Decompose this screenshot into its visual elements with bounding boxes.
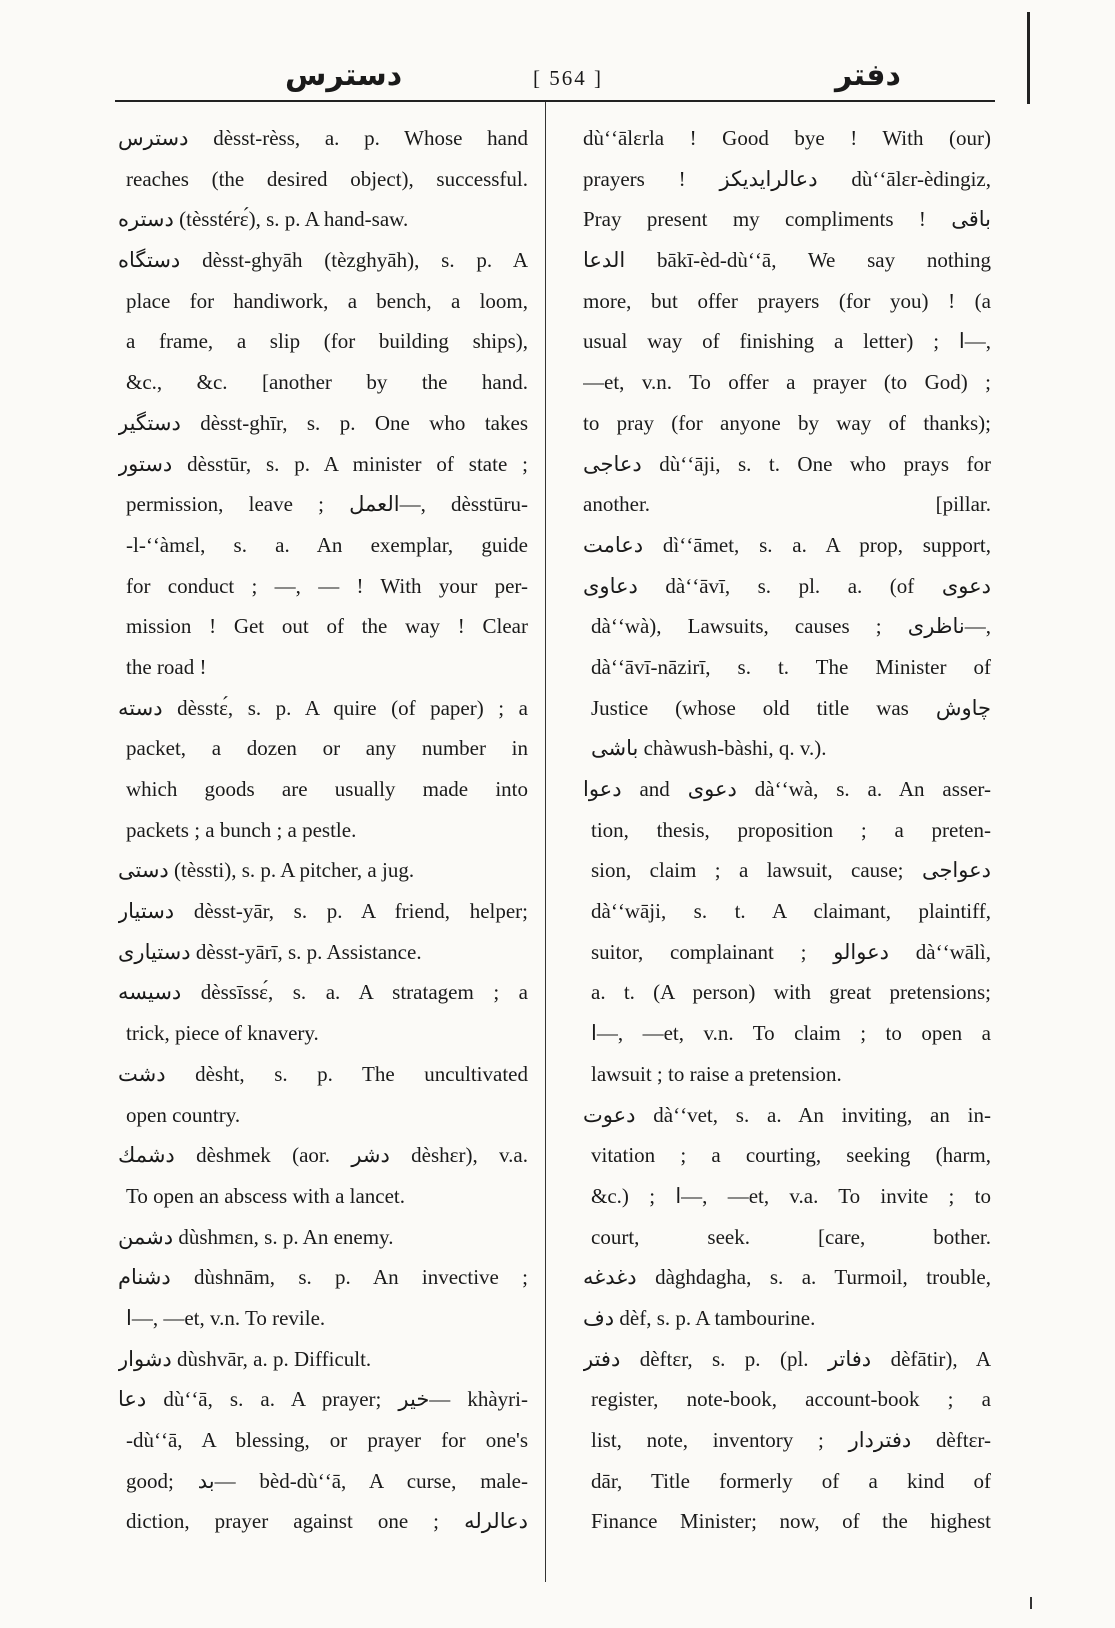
entry-line: dàʻʻāvī-nāzirī, s. t. The Minister of bbox=[591, 654, 991, 679]
entry-line: الدعا bākī-èd-dùʻʻā, We say nothing bbox=[583, 248, 991, 273]
entry-line: دستیاری dèsst-yārī, s. p. Assistance. bbox=[118, 939, 422, 964]
left-running-headword: دسترس bbox=[285, 58, 403, 93]
column-divider bbox=[545, 102, 546, 1582]
entry-line: &c.) ; ا—, —et, v.a. To invite ; to bbox=[591, 1183, 991, 1208]
entry-line: دستگاه dèsst-ghyāh (tèzghyāh), s. p. A bbox=[118, 248, 528, 273]
entry-line: Finance Minister; now, of the highest bbox=[591, 1509, 991, 1534]
entry-line: another. [pillar. bbox=[583, 492, 991, 517]
entry-line: more, but offer prayers (for you) ! (a bbox=[583, 288, 991, 313]
entry-line: dār, Title formerly of a kind of bbox=[591, 1468, 991, 1493]
entry-line: dàʻʻwāji, s. t. A claimant, plaintiff, bbox=[591, 899, 991, 924]
entry-line: mission ! Get out of the way ! Clear bbox=[126, 614, 528, 639]
entry-line: Pray present my compliments ! باقی bbox=[583, 207, 991, 232]
entry-line: the road ! bbox=[126, 654, 207, 679]
left-column bbox=[118, 118, 528, 1542]
right-column bbox=[583, 118, 991, 1542]
entry-line: open country. bbox=[126, 1102, 241, 1127]
header-rule bbox=[115, 100, 995, 102]
entry-line: دشوار dùshvār, a. p. Difficult. bbox=[118, 1346, 372, 1371]
entry-line: دسته dèsstɛ́, s. p. A quire (of paper) ; a bbox=[118, 695, 528, 720]
entry-line: دعامت dìʻʻāmet, s. a. A prop, support, bbox=[583, 532, 991, 557]
entry-line: good; بد— bèd-dùʻʻā, A curse, male- bbox=[126, 1468, 528, 1493]
entry-line: دستیار dèsst-yār, s. p. A friend, helper; bbox=[118, 899, 528, 924]
entry-line: دشنام dùshnām, s. p. An invective ; bbox=[118, 1265, 528, 1290]
entry-line: دشت dèsht, s. p. The uncultivated bbox=[118, 1061, 528, 1086]
entry-line: دستره (tèsstérɛ́), s. p. A hand-saw. bbox=[118, 207, 409, 232]
entry-line: ا—, —et, v.n. To claim ; to open a bbox=[591, 1021, 991, 1046]
entry-line: دسترس dèsst-rèss, a. p. Whose hand bbox=[118, 126, 528, 150]
entry-line: -l-ʻʻàmɛl, s. a. An exemplar, guide bbox=[126, 532, 528, 557]
entry-line: a frame, a slip (for building ships), bbox=[126, 329, 528, 354]
entry-line: —et, v.n. To offer a prayer (to God) ; bbox=[583, 370, 991, 395]
entry-line: dùʻʻālɛrla ! Good bye ! With (our) bbox=[583, 126, 991, 150]
entry-line: Justice (whose old title was چاوش bbox=[591, 695, 991, 720]
entry-line: court, seek. [care, bother. bbox=[591, 1224, 991, 1249]
entry-line: prayers ! دعالرايديكز dùʻʻālɛr-èdingiz, bbox=[583, 166, 991, 191]
page-header bbox=[115, 56, 995, 100]
entry-line: دشمن dùshmɛn, s. p. An enemy. bbox=[118, 1224, 394, 1249]
entry-line: To open an abscess with a lancet. bbox=[126, 1183, 406, 1208]
entry-line: tion, thesis, proposition ; a preten- bbox=[591, 817, 991, 842]
entry-line: &c., &c. [another by the hand. bbox=[126, 370, 528, 395]
entry-line: register, note-book, account-book ; a bbox=[591, 1387, 991, 1412]
entry-line: to pray (for anyone by way of thanks); bbox=[583, 410, 991, 435]
entry-line: دغدغه dàghdagha, s. a. Turmoil, trouble, bbox=[583, 1265, 991, 1290]
entry-line: -dùʻʻā, A blessing, or prayer for one's bbox=[126, 1428, 528, 1452]
entry-line: sion, claim ; a lawsuit, cause; دعواجی bbox=[591, 858, 991, 883]
entry-line: packets ; a bunch ; a pestle. bbox=[126, 817, 357, 842]
entry-line: دستور dèsstūr, s. p. A minister of state ; bbox=[118, 451, 528, 476]
entry-line: دستگیر dèsst-ghīr, s. p. One who takes bbox=[118, 410, 528, 435]
entry-line: suitor, complainant ; دعوالو dàʻʻwālì, bbox=[591, 939, 991, 964]
entry-line: dàʻʻwà), Lawsuits, causes ; ناظری—, bbox=[591, 614, 991, 639]
page-number: [ 564 ] bbox=[533, 66, 603, 90]
entry-line: trick, piece of knavery. bbox=[126, 1021, 319, 1046]
entry-line: دفتر dèftɛr, s. p. (pl. دفاتر dèfātir), A bbox=[583, 1346, 991, 1371]
entry-line: usual way of finishing a letter) ; ا—, bbox=[583, 329, 991, 354]
entry-line: دعاجی dùʻʻāji, s. t. One who prays for bbox=[583, 451, 991, 476]
entry-line: دعاوی dàʻʻāvī, s. pl. a. (of دعوی bbox=[583, 573, 991, 598]
entry-line: دعوت dàʻʻvet, s. a. An inviting, an in- bbox=[583, 1102, 991, 1127]
entry-line: packet, a dozen or any number in bbox=[126, 736, 528, 761]
margin-tick bbox=[1030, 1597, 1032, 1609]
entry-line: lawsuit ; to raise a pretension. bbox=[591, 1061, 842, 1086]
entry-line: list, note, inventory ; دفتردار dèftɛr- bbox=[591, 1428, 991, 1452]
entry-line: دسیسه dèssīssɛ́, s. a. A stratagem ; a bbox=[118, 980, 528, 1005]
entry-line: permission, leave ; العمل—, dèsstūru- bbox=[126, 492, 528, 517]
entry-line: ا—, —et, v.n. To revile. bbox=[126, 1305, 326, 1330]
right-running-headword: دفتر bbox=[835, 58, 901, 93]
entry-line: a. t. (A person) with great pretensions; bbox=[591, 980, 991, 1005]
entry-line: for conduct ; —, — ! With your per- bbox=[126, 573, 528, 598]
entry-line: place for handiwork, a bench, a loom, bbox=[126, 288, 528, 313]
entry-line: دعا dùʻʻā, s. a. A prayer; خير— khàyri- bbox=[118, 1387, 528, 1412]
entry-line: دشمك dèshmek (aor. دشر dèshɛr), v.a. bbox=[118, 1143, 528, 1168]
entry-line: دف dèf, s. p. A tambourine. bbox=[583, 1305, 816, 1330]
entry-line: vitation ; a courting, seeking (harm, bbox=[591, 1143, 991, 1168]
entry-line: دستی (tèssti), s. p. A pitcher, a jug. bbox=[118, 858, 415, 883]
entry-line: دعوا and دعوی dàʻʻwà, s. a. An asser- bbox=[583, 777, 991, 801]
entry-line: which goods are usually made into bbox=[126, 777, 528, 801]
entry-line: reaches (the desired object), successful. bbox=[126, 166, 528, 191]
entry-line: باشی chàwush-bàshi, q. v.). bbox=[591, 736, 827, 761]
margin-rule bbox=[1027, 12, 1030, 104]
entry-line: diction, prayer against one ; دعالرله bbox=[126, 1509, 528, 1534]
